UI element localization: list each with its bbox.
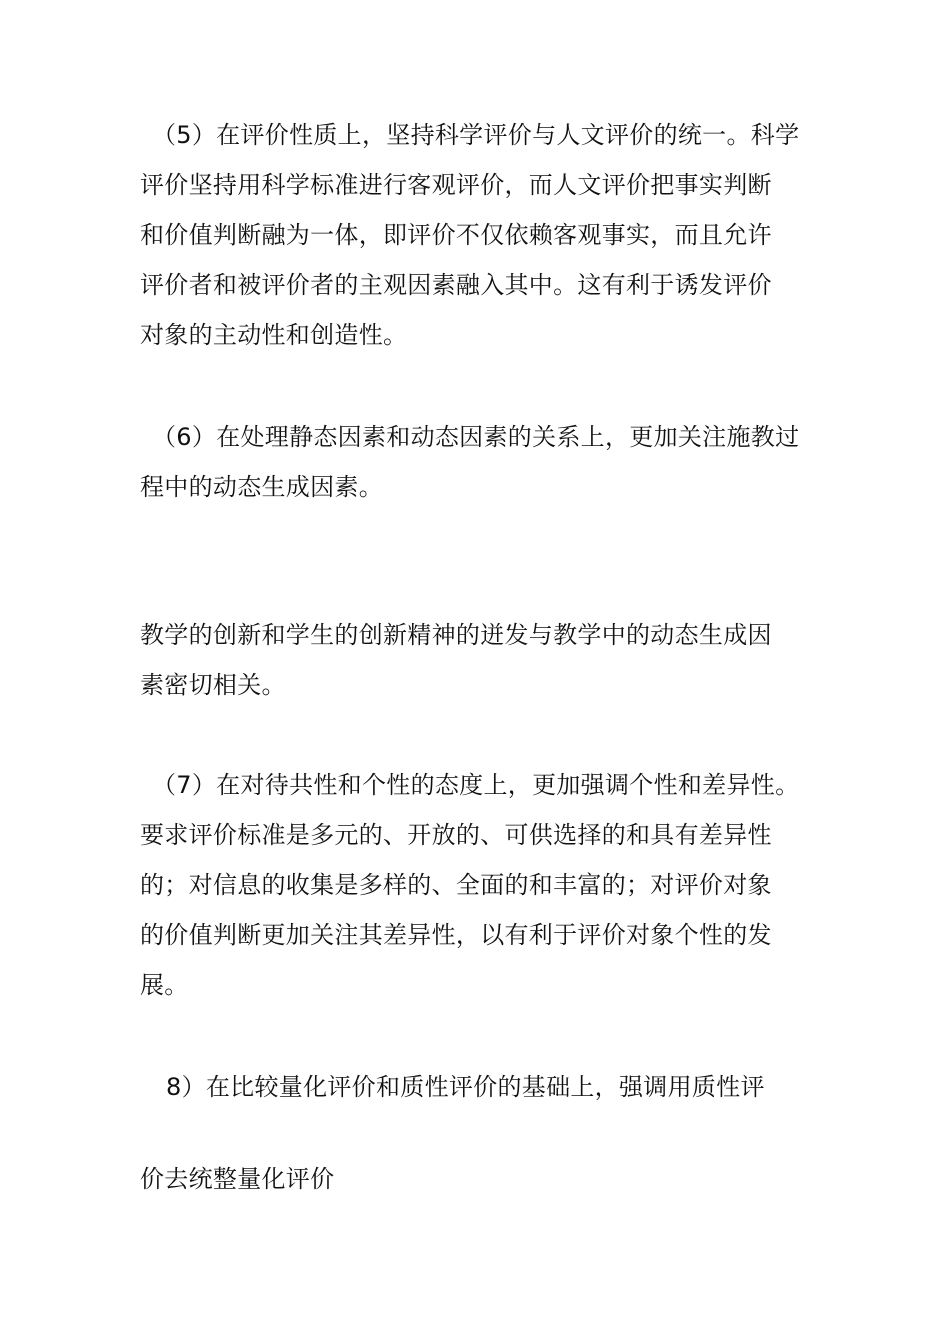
text-line: （5）在评价性质上，坚持科学评价与人文评价的统一。科学 [152,121,800,149]
text-line: 展。 [140,971,189,999]
text-line: 程中的动态生成因素。 [140,473,383,501]
text-line: 的；对信息的收集是多样的、全面的和丰富的；对评价对象 [140,871,772,899]
paragraph-6 [140,412,800,512]
text-line: 8）在比较量化评价和质性评价的基础上，强调用质性评 [166,1073,765,1101]
text-line: 和价值判断融为一体，即评价不仅依赖客观事实，而且允许 [140,221,772,249]
text-line: 评价者和被评价者的主观因素融入其中。这有利于诱发评价 [140,271,772,299]
text-line: 的价值判断更加关注其差异性，以有利于评价对象个性的发 [140,921,772,949]
text-line: 要求评价标准是多元的、开放的、可供选择的和具有差异性 [140,821,772,849]
paragraph-7 [140,760,800,1010]
text-line: 素密切相关。 [140,671,286,699]
paragraph-8 [140,1062,800,1112]
text-line: 评价坚持用科学标准进行客观评价，而人文评价把事实判断 [140,171,772,199]
paragraph-6-continued [140,610,800,710]
paragraph-5 [140,110,800,360]
paragraph-8-continued [140,1154,800,1204]
text-line: （6）在处理静态因素和动态因素的关系上，更加关注施教过 [152,423,800,451]
text-line: （7）在对待共性和个性的态度上，更加强调个性和差异性。 [152,771,800,799]
text-line: 教学的创新和学生的创新精神的迸发与教学中的动态生成因 [140,621,772,649]
text-line: 对象的主动性和创造性。 [140,321,408,349]
text-line: 价去统整量化评价 [140,1165,335,1193]
